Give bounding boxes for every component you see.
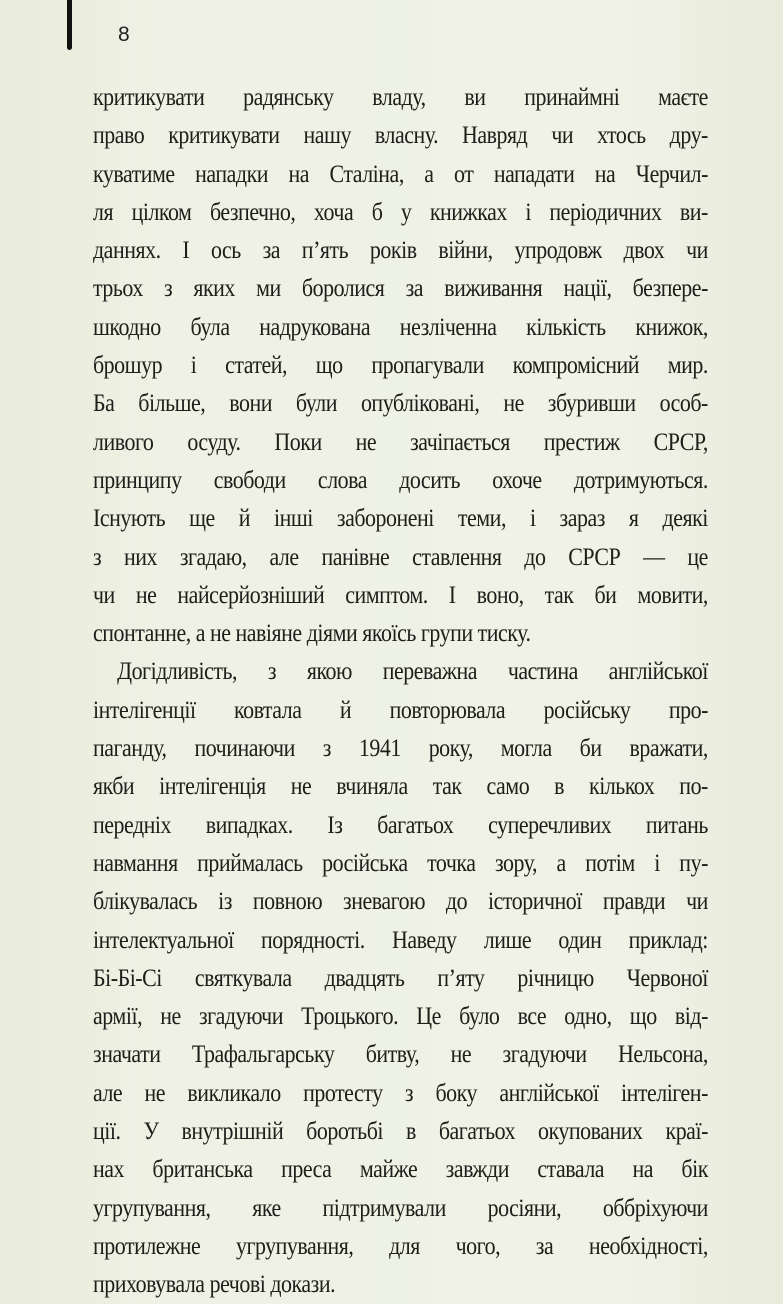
text-line: шкодно була надрукована незліченна кількість книжок, bbox=[93, 311, 708, 341]
text-line: значати Трафальгарську битву, не згадуючи Нельсона, bbox=[93, 1039, 708, 1069]
text-line: куватиме нападки на Сталіна, а от нападати на Черчил- bbox=[93, 158, 708, 188]
text-line: Існують ще й інші заборонені теми, і зараз я деякі bbox=[93, 503, 708, 533]
page-number: 8 bbox=[118, 23, 130, 46]
text-line: трьох з яких ми боролися за виживання нації, безпере- bbox=[93, 273, 708, 303]
text-line: нах британська преса майже завжди ставала на бік bbox=[93, 1154, 708, 1184]
text-line: з них згадаю, але панівне ставлення до СРСР — це bbox=[93, 541, 708, 571]
text-line: спонтанне, а не навіяне діями якоїсь групи тиску. bbox=[93, 618, 531, 648]
text-line: якби інтелігенція не вчиняла так само в кількох по- bbox=[93, 771, 708, 801]
text-line: інтелігенції ковтала й повторювала російську про- bbox=[93, 694, 708, 724]
text-line: блікувалась із повною зневагою до історичної правди чи bbox=[93, 886, 708, 916]
body-text bbox=[93, 78, 708, 1304]
text-line: навмання приймалась російська точка зору, а потім і пу- bbox=[93, 847, 708, 877]
text-line: брошур і статей, що пропагували компромісний мир. bbox=[93, 350, 708, 380]
text-line: даннях. І ось за п’ять років війни, упродовж двох чи bbox=[93, 235, 708, 265]
text-line: Ба більше, вони були опубліковані, не збуривши особ- bbox=[93, 388, 708, 418]
text-line: інтелектуальної порядності. Наведу лише один приклад: bbox=[93, 924, 708, 954]
text-line: критикувати радянську владу, ви принаймні маєте bbox=[93, 82, 708, 111]
text-line: ливого осуду. Поки не зачіпається престиж СРСР, bbox=[93, 426, 708, 456]
text-line: але не викликало протесту з боку англійської інтеліген- bbox=[93, 1077, 708, 1107]
text-line: право критикувати нашу власну. Навряд чи хтось дру- bbox=[93, 120, 708, 150]
text-line: чи не найсерйозніший симптом. І воно, так би мовити, bbox=[93, 579, 708, 609]
paragraph-first-line: Догідливість, з якою переважна частина англійської bbox=[117, 656, 708, 686]
text-line: протилежне угрупування, для чого, за необхідності, bbox=[93, 1230, 708, 1260]
text-line: Бі-Бі-Сі святкувала двадцять п’яту річницю Червоної bbox=[93, 962, 708, 992]
text-line: принципу свободи слова досить охоче дотримуються. bbox=[93, 464, 708, 494]
text-line: передніх випадках. Із багатьох суперечливих питань bbox=[93, 809, 708, 839]
text-line: приховувала речові докази. bbox=[93, 1269, 336, 1299]
text-line: паганду, починаючи з 1941 року, могла би вражати, bbox=[93, 733, 708, 763]
text-line: ції. У внутрішній боротьбі в багатьох окупованих краї- bbox=[93, 1116, 708, 1146]
text-line: угрупування, яке підтримували росіяни, оббріхуючи bbox=[93, 1192, 708, 1222]
page-edge-mark bbox=[67, 0, 72, 50]
text-line: армії, не згадуючи Троцького. Це було все одно, що від- bbox=[93, 1001, 708, 1031]
text-line: ля цілком безпечно, хоча б у книжках і періодичних ви- bbox=[93, 196, 708, 226]
